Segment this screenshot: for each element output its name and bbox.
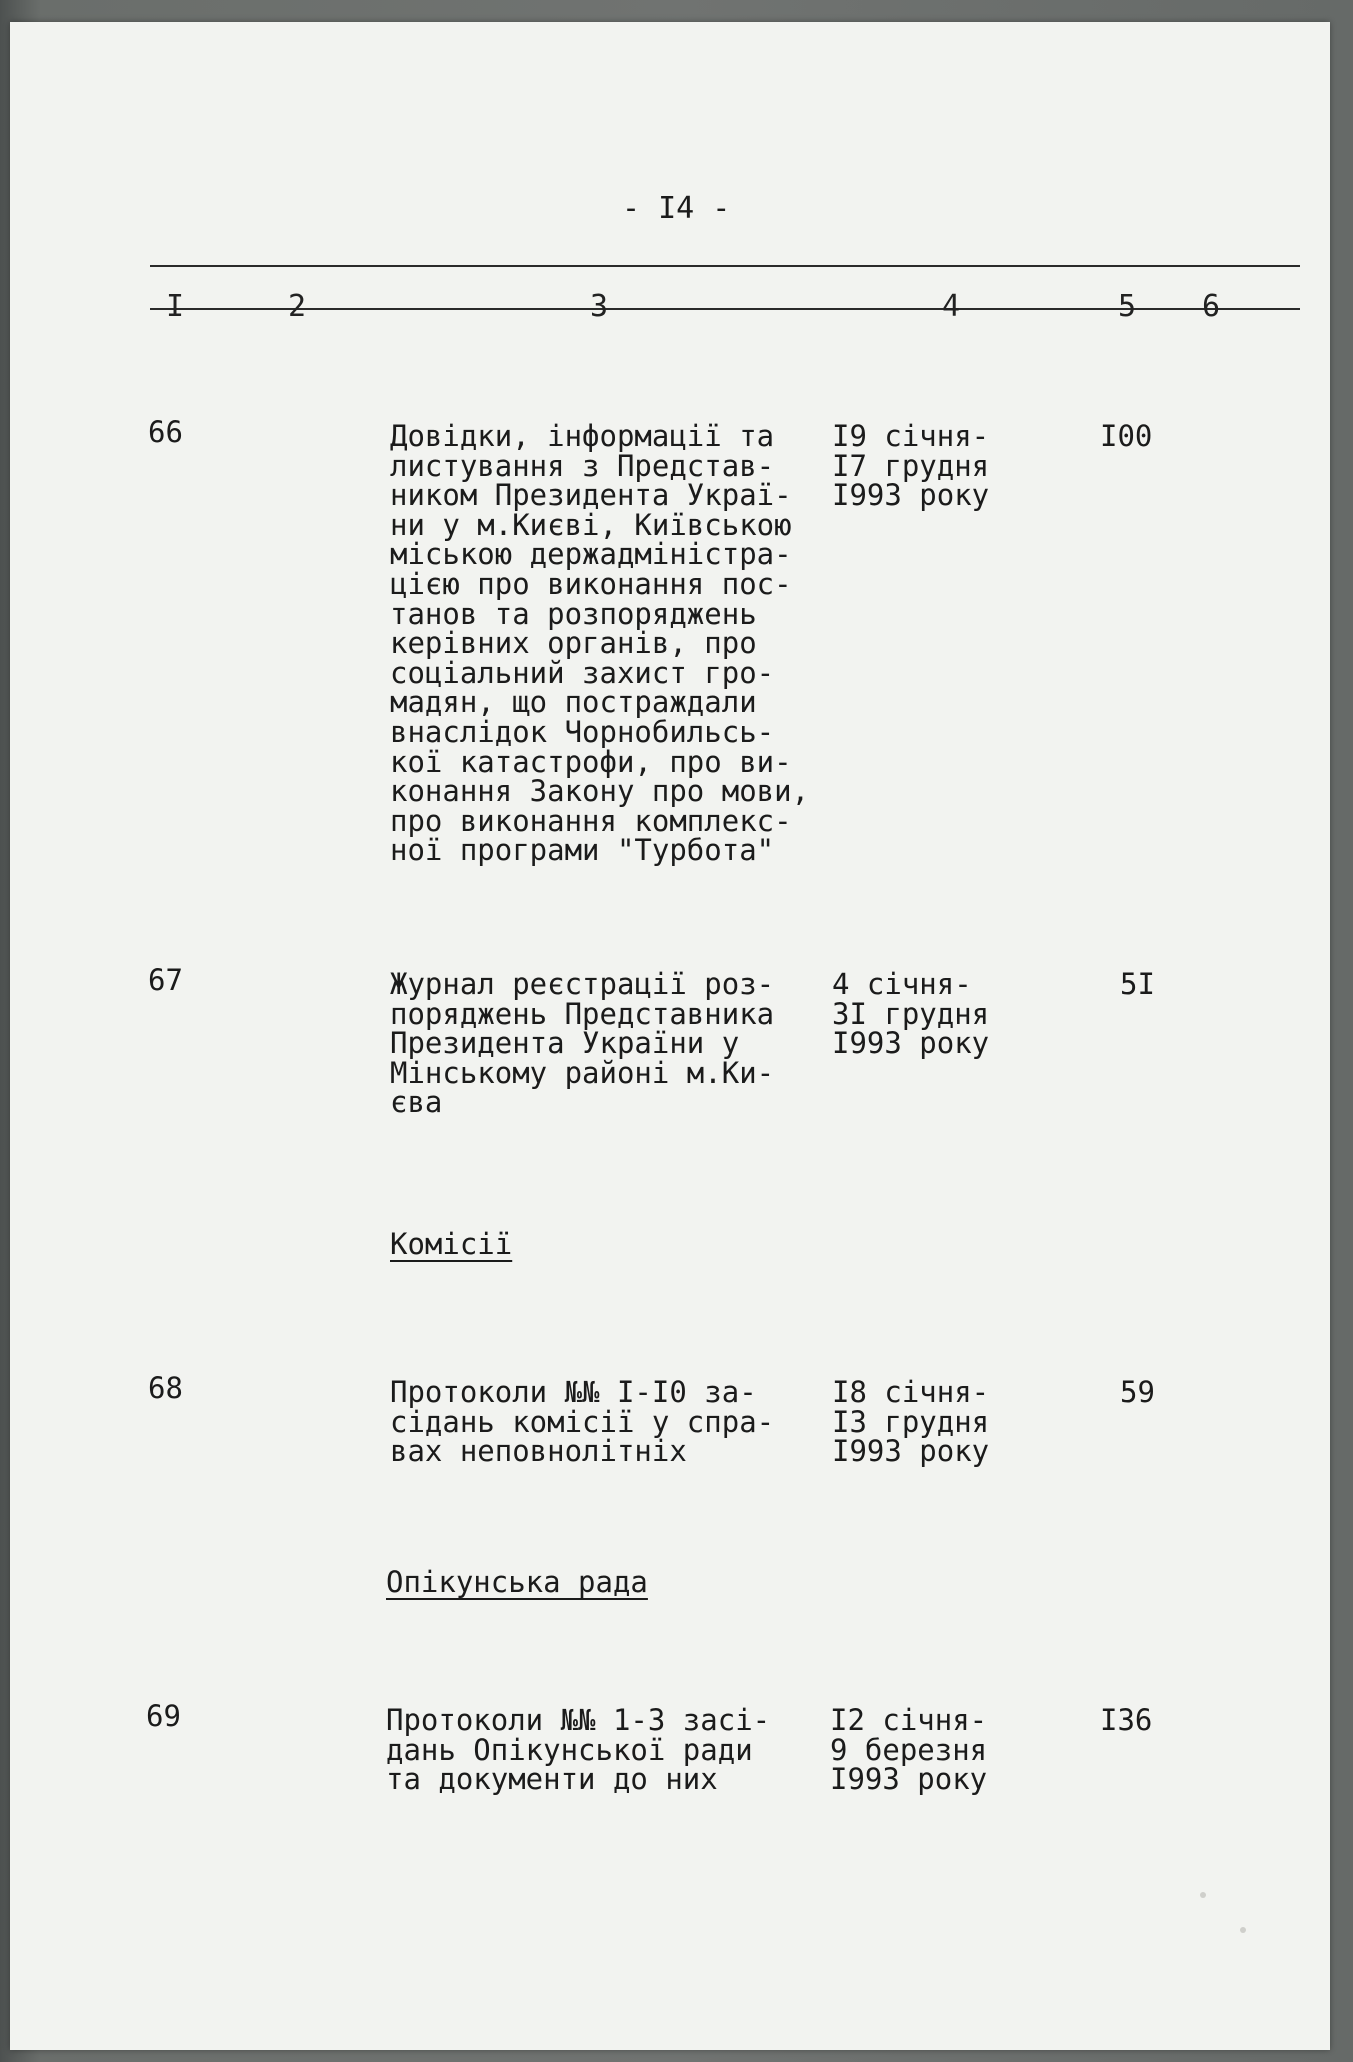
entry-description: Довідки, інформації та листування з Представ- ником Президента Украї- ни у м.Києві, Київською міською держадміністра- цією про виконання пос- танов та розпоряджень керівних органів, про соціальний захист гро- мадян, що постраждали внаслідок Чорнобильсь- кої катастрофи, про ви- конання Закону про мови, про виконання комплекс- ної програми "Турбота"	[390, 419, 810, 868]
document-page	[10, 22, 1330, 2050]
paper-speck	[1240, 1927, 1246, 1933]
section-heading-trustees: Опікунська рада	[386, 1565, 648, 1599]
entry-dates: I9 січня- I7 грудня I993 року	[832, 419, 990, 513]
paper-speck	[1200, 1892, 1206, 1898]
entry-number: 68	[148, 1371, 183, 1405]
entry-dates: 4 січня- 3I грудня I993 року	[832, 967, 990, 1061]
page-number: - I4 -	[622, 191, 731, 226]
entry-sheet-count: 5I	[1120, 967, 1155, 1001]
entry-number: 69	[146, 1699, 181, 1733]
column-header-6: 6	[1202, 289, 1221, 324]
entry-description: Журнал реєстрації роз- поряджень Представника Президента України у Мінському районі м.Ки- єва	[390, 967, 775, 1120]
column-header-4: 4	[942, 289, 961, 324]
column-header-3: 3	[590, 289, 609, 324]
column-header-5: 5	[1118, 289, 1137, 324]
entry-sheet-count: I36	[1100, 1703, 1153, 1737]
entry-number: 67	[148, 963, 183, 997]
entry-dates: I2 січня- 9 березня I993 року	[830, 1703, 988, 1797]
table-top-rule	[150, 265, 1300, 267]
entry-number: 66	[148, 415, 183, 449]
column-header-1: I	[166, 289, 185, 324]
entry-dates: I8 січня- I3 грудня I993 року	[832, 1375, 990, 1469]
entry-description: Протоколи №№ I-I0 за- сідань комісії у спра- вах неповнолітніх	[390, 1375, 775, 1469]
column-header-2: 2	[288, 289, 307, 324]
entry-description: Протоколи №№ 1-3 засі- дань Опікунської ради та документи до них	[386, 1703, 771, 1797]
section-heading-commissions: Комісії	[390, 1227, 513, 1261]
entry-sheet-count: 59	[1120, 1375, 1155, 1409]
entry-sheet-count: I00	[1100, 419, 1153, 453]
